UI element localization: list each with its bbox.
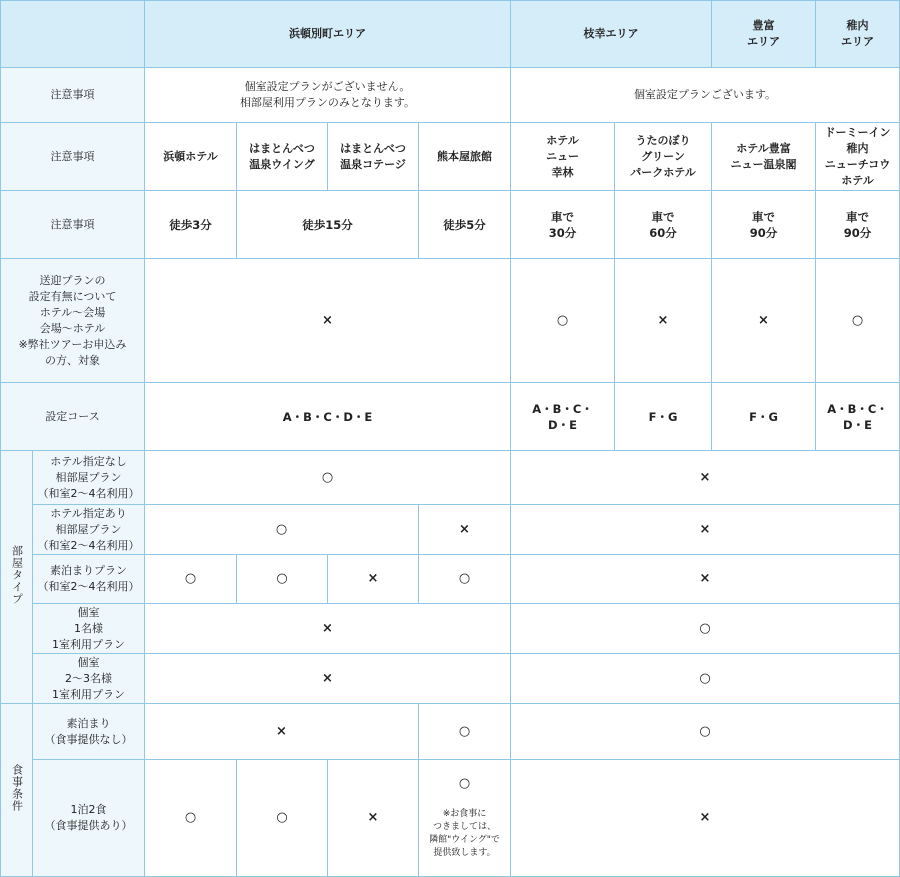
area-esashi: 枝幸エリア xyxy=(511,1,712,68)
note-hamatombetsu: 個室設定プランがございません。 相部屋利用プランのみとなります。 xyxy=(145,68,511,123)
meal-row xyxy=(1,760,900,877)
hotel-name: はまとんべつ 温泉ウイング xyxy=(237,123,328,191)
room-label: 素泊まりプラン （和室2～4名利用） xyxy=(33,555,145,604)
room-mark: ○ xyxy=(145,505,419,555)
meal-note: ※お食事に つきましては、 隣館"ウイング"で 提供致します。 xyxy=(429,809,500,858)
room-label: 個室 2～3名様 1室利用プラン xyxy=(33,654,145,704)
meal-mark: ○ xyxy=(458,776,471,791)
room-row xyxy=(1,604,900,654)
row-label-course: 設定コース xyxy=(1,383,145,451)
area-hamatombetsu: 浜頓別町エリア xyxy=(145,1,511,68)
room-mark: × xyxy=(328,555,419,604)
room-mark: ○ xyxy=(145,555,237,604)
room-row xyxy=(1,451,900,505)
area-header-row xyxy=(1,1,900,68)
row-label-shuttle: 送迎プランの 設定有無について ホテル～会場 会場～ホテル ※弊社ツアーお申込み の方、対象 xyxy=(1,259,145,383)
hotel-name: ホテル豊富 ニュー温泉閣 xyxy=(712,123,816,191)
room-mark: × xyxy=(145,604,511,654)
shuttle-mark: × xyxy=(615,259,712,383)
access-time: 徒歩3分 xyxy=(145,191,237,259)
meal-mark: × xyxy=(145,704,419,760)
room-row xyxy=(1,555,900,604)
room-mark: ○ xyxy=(419,555,511,604)
meal-mark: × xyxy=(328,760,419,877)
course-value: A・B・C・ D・E xyxy=(816,383,900,451)
room-mark: × xyxy=(145,654,511,704)
shuttle-mark: × xyxy=(145,259,511,383)
access-time: 車で 30分 xyxy=(511,191,615,259)
meal-mark: ○ xyxy=(419,704,511,760)
meal-mark: ○ xyxy=(237,760,328,877)
room-mark: × xyxy=(511,555,900,604)
group-room-type xyxy=(1,451,33,704)
hotel-name: 浜頓ホテル xyxy=(145,123,237,191)
access-time: 車で 90分 xyxy=(712,191,816,259)
access-time: 徒歩15分 xyxy=(237,191,419,259)
group-room-type-label: 部屋タイプ xyxy=(10,544,24,605)
room-mark: × xyxy=(511,451,900,505)
room-label: ホテル指定なし 相部屋プラン （和室2～4名利用） xyxy=(33,451,145,505)
hotel-name: はまとんべつ 温泉コテージ xyxy=(328,123,419,191)
group-meal-label: 食事条件 xyxy=(10,763,24,812)
room-label: 個室 1名様 1室利用プラン xyxy=(33,604,145,654)
row-label-access: 注意事項 xyxy=(1,191,145,259)
course-value: A・B・C・ D・E xyxy=(511,383,615,451)
row-label-note: 注意事項 xyxy=(1,68,145,123)
course-value: A・B・C・D・E xyxy=(145,383,511,451)
area-toyotomi: 豊富 エリア xyxy=(712,1,816,68)
room-mark: × xyxy=(419,505,511,555)
group-meal xyxy=(1,704,33,877)
hotel-name: うたのぼり グリーン パークホテル xyxy=(615,123,712,191)
hotel-name: ドーミーイン 稚内 ニューチコウ ホテル xyxy=(816,123,900,191)
room-label: ホテル指定あり 相部屋プラン （和室2～4名利用） xyxy=(33,505,145,555)
shuttle-mark: ○ xyxy=(816,259,900,383)
access-row xyxy=(1,191,900,259)
access-time: 徒歩5分 xyxy=(419,191,511,259)
meal-mark-with-note xyxy=(419,760,511,877)
meal-mark: ○ xyxy=(511,704,900,760)
meal-mark: × xyxy=(511,760,900,877)
shuttle-mark: × xyxy=(712,259,816,383)
access-time: 車で 60分 xyxy=(615,191,712,259)
meal-label: 1泊2食 （食事提供あり） xyxy=(33,760,145,877)
room-mark: × xyxy=(511,505,900,555)
note-row xyxy=(1,68,900,123)
room-row xyxy=(1,505,900,555)
note-others: 個室設定プランございます。 xyxy=(511,68,900,123)
room-mark: ○ xyxy=(511,604,900,654)
area-wakkanai: 稚内 エリア xyxy=(816,1,900,68)
room-mark: ○ xyxy=(511,654,900,704)
shuttle-mark: ○ xyxy=(511,259,615,383)
access-time: 車で 90分 xyxy=(816,191,900,259)
course-value: F・G xyxy=(712,383,816,451)
room-row xyxy=(1,654,900,704)
corner-cell xyxy=(1,1,145,68)
hotel-row xyxy=(1,123,900,191)
meal-label: 素泊まり （食事提供なし） xyxy=(33,704,145,760)
course-value: F・G xyxy=(615,383,712,451)
room-mark: ○ xyxy=(145,451,511,505)
hotel-name: ホテル ニュー 幸林 xyxy=(511,123,615,191)
shuttle-row xyxy=(1,259,900,383)
hotel-name: 熊本屋旅館 xyxy=(419,123,511,191)
course-row xyxy=(1,383,900,451)
meal-mark: ○ xyxy=(145,760,237,877)
meal-row xyxy=(1,704,900,760)
row-label-hotels: 注意事項 xyxy=(1,123,145,191)
room-mark: ○ xyxy=(237,555,328,604)
